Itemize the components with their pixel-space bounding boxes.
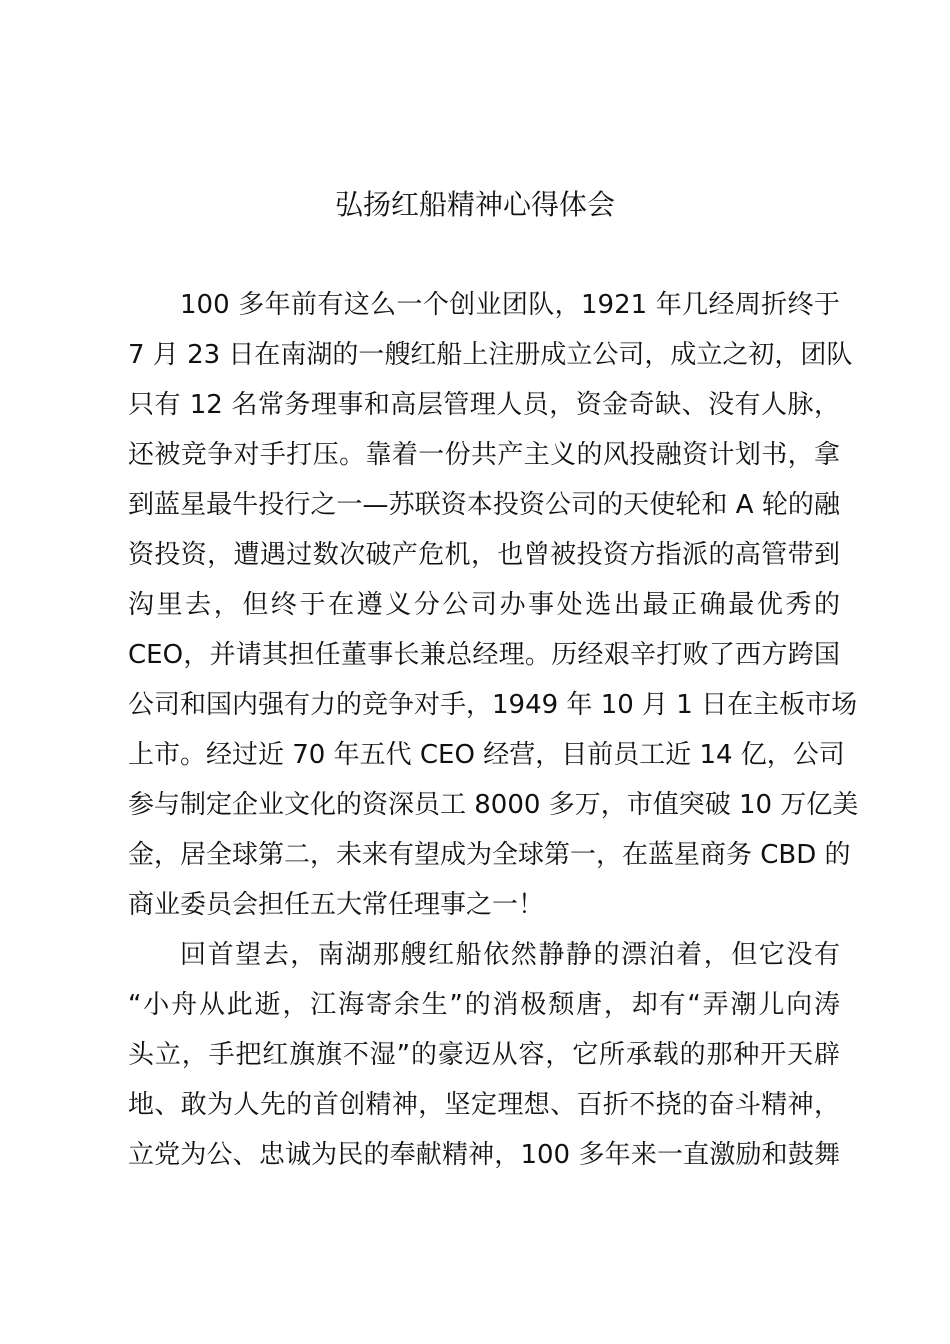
- paragraph-line: 100 多年前有这么一个创业团队，1921 年几经周折终于: [180, 290, 840, 320]
- paragraph-line: “小舟从此逝，江海寄余生”的消极颓唐，却有“弄潮儿向涛: [128, 990, 840, 1020]
- paragraph-line: 还被竞争对手打压。靠着一份共产主义的风投融资计划书，拿: [128, 440, 840, 470]
- paragraph-line: 金，居全球第二，未来有望成为全球第一，在蓝星商务 CBD 的: [128, 840, 851, 870]
- paragraph-line: 上市。经过近 70 年五代 CEO 经营，目前员工近 14 亿，公司: [128, 740, 845, 770]
- paragraph-line: 资投资，遭遇过数次破产危机，也曾被投资方指派的高管带到: [128, 540, 840, 570]
- paragraph-line: 沟里去，但终于在遵义分公司办事处选出最正确最优秀的: [128, 590, 840, 620]
- paragraph-line: CEO，并请其担任董事长兼总经理。历经艰辛打败了西方跨国: [128, 640, 840, 670]
- paragraph-line: 商业委员会担任五大常任理事之一！: [128, 890, 545, 920]
- paragraph-line: 头立，手把红旗旗不湿”的豪迈从容，它所承载的那种开天辟: [128, 1040, 840, 1070]
- paragraph-line: 7 月 23 日在南湖的一艘红船上注册成立公司，成立之初，团队: [128, 340, 853, 370]
- document-body: [128, 280, 859, 1180]
- paragraph-line: 地、敢为人先的首创精神，坚定理想、百折不挠的奋斗精神，: [128, 1090, 840, 1120]
- paragraph-line: 参与制定企业文化的资深员工 8000 多万，市值突破 10 万亿美: [128, 790, 859, 820]
- paragraph-line: 公司和国内强有力的竞争对手，1949 年 10 月 1 日在主板市场: [128, 690, 858, 720]
- paragraph-line: 到蓝星最牛投行之一—苏联资本投资公司的天使轮和 A 轮的融: [128, 490, 840, 520]
- document-title: 弘扬红船精神心得体会: [334, 188, 615, 221]
- paragraph-line: 立党为公、忠诚为民的奉献精神，100 多年来一直激励和鼓舞: [128, 1140, 840, 1170]
- paragraph-line: 回首望去，南湖那艘红船依然静静的漂泊着，但它没有: [180, 940, 840, 970]
- paragraph-line: 只有 12 名常务理事和高层管理人员，资金奇缺、没有人脉，: [128, 390, 840, 420]
